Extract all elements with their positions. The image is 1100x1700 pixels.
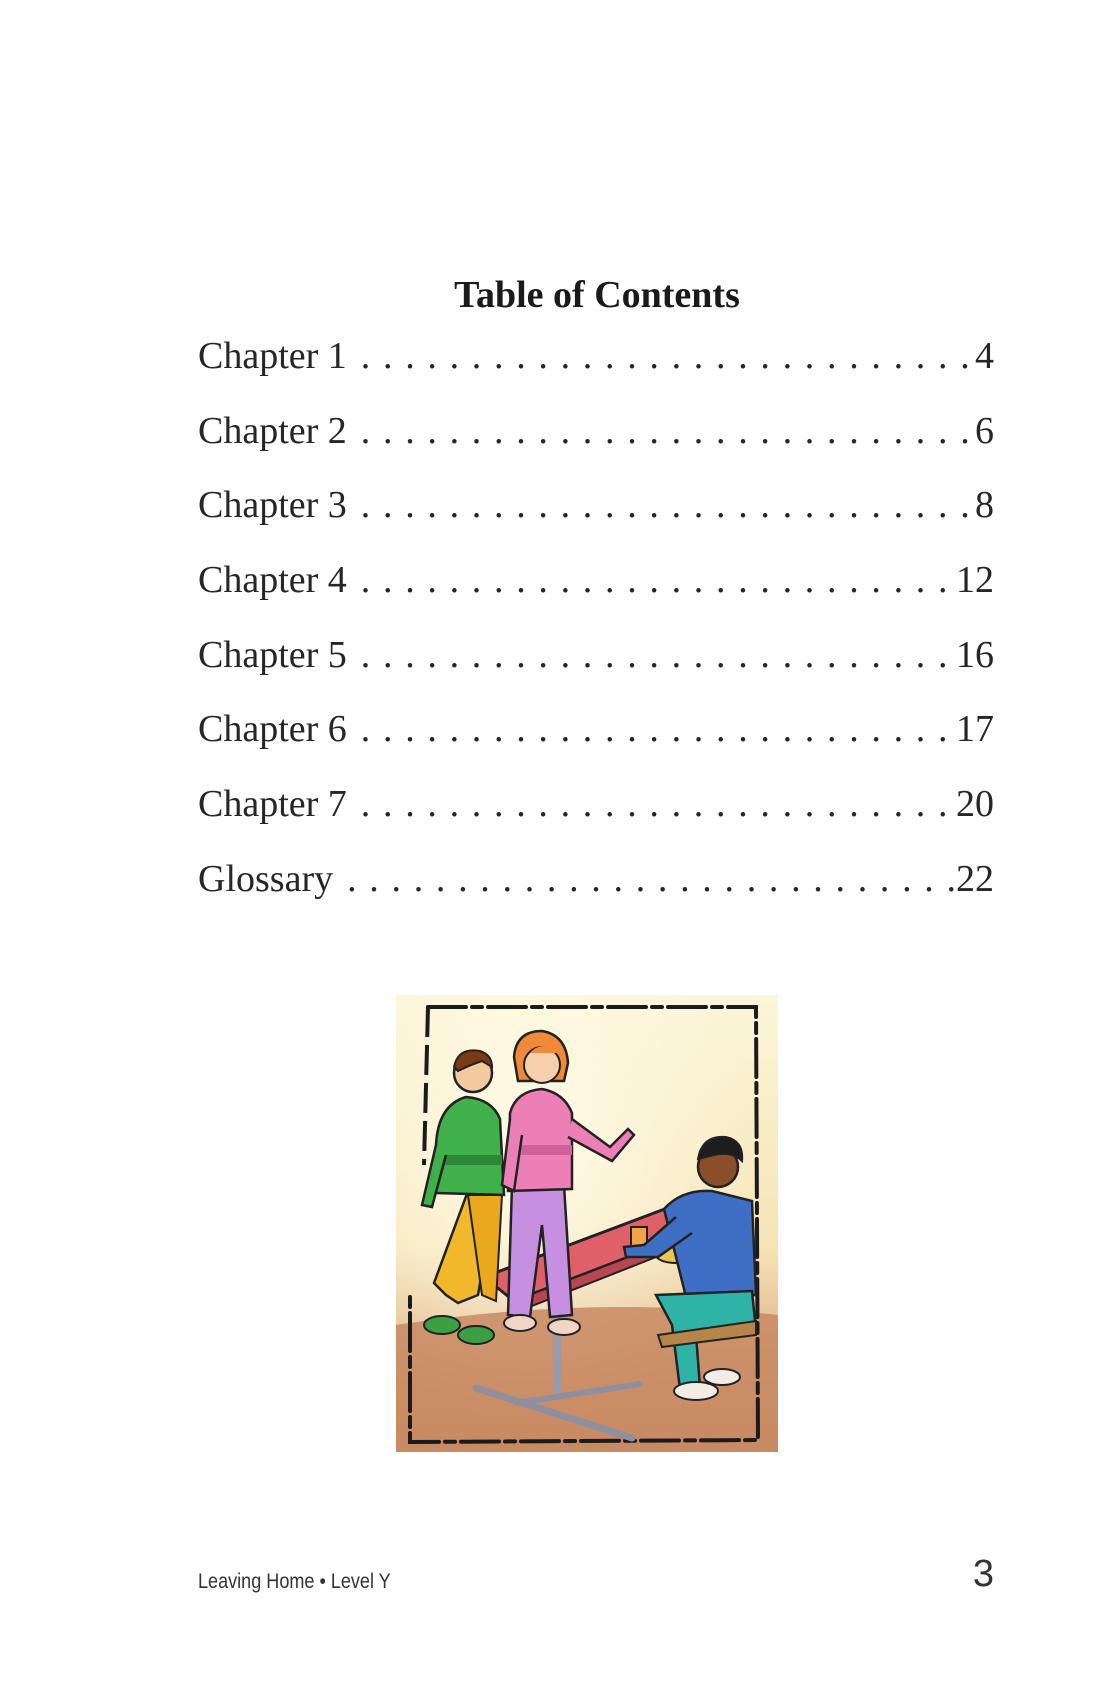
toc-entry-glossary[interactable] [198, 857, 994, 932]
toc-leader-dots [361, 334, 973, 378]
toc-entry-label: Chapter 3 [198, 484, 347, 527]
toc-entry-chapter-5[interactable] [198, 633, 994, 708]
toc-entry-chapter-7[interactable] [198, 782, 994, 857]
toc-leader-dots [347, 857, 954, 901]
toc-leader-dots [361, 558, 954, 602]
page-number: 3 [972, 1553, 994, 1595]
toc-entry-page: 16 [956, 633, 994, 676]
toc-entry-page: 17 [956, 708, 994, 751]
toc-entry-chapter-4[interactable] [198, 558, 994, 633]
toc-leader-dots [361, 483, 973, 527]
toc-entry-label: Glossary [198, 857, 334, 900]
table-of-contents [198, 334, 994, 932]
illustration-art [396, 995, 778, 1452]
toc-leader-dots [361, 633, 954, 677]
toc-entry-chapter-3[interactable] [198, 483, 994, 558]
page-title: Table of Contents [454, 274, 740, 316]
toc-entry-page: 4 [975, 335, 994, 377]
toc-entry-page: 20 [956, 783, 994, 826]
cafeteria-illustration [396, 995, 778, 1452]
toc-entry-label: Chapter 4 [198, 559, 347, 602]
footer-book-title: Leaving Home • Level Y [198, 1570, 391, 1593]
toc-entry-chapter-2[interactable] [198, 409, 994, 484]
toc-entry-chapter-1[interactable] [198, 334, 994, 409]
toc-leader-dots [361, 707, 954, 751]
toc-entry-label: Chapter 2 [198, 409, 347, 452]
toc-leader-dots [361, 409, 973, 453]
toc-entry-label: Chapter 5 [198, 633, 347, 676]
toc-entry-label: Chapter 1 [198, 335, 347, 377]
toc-entry-page: 22 [956, 857, 994, 900]
toc-entry-page: 12 [956, 559, 994, 602]
toc-entry-label: Chapter 7 [198, 783, 347, 826]
toc-entry-page: 6 [975, 409, 994, 452]
toc-entry-chapter-6[interactable] [198, 707, 994, 782]
toc-entry-label: Chapter 6 [198, 708, 347, 751]
toc-leader-dots [361, 782, 954, 826]
toc-entry-page: 8 [975, 484, 994, 527]
